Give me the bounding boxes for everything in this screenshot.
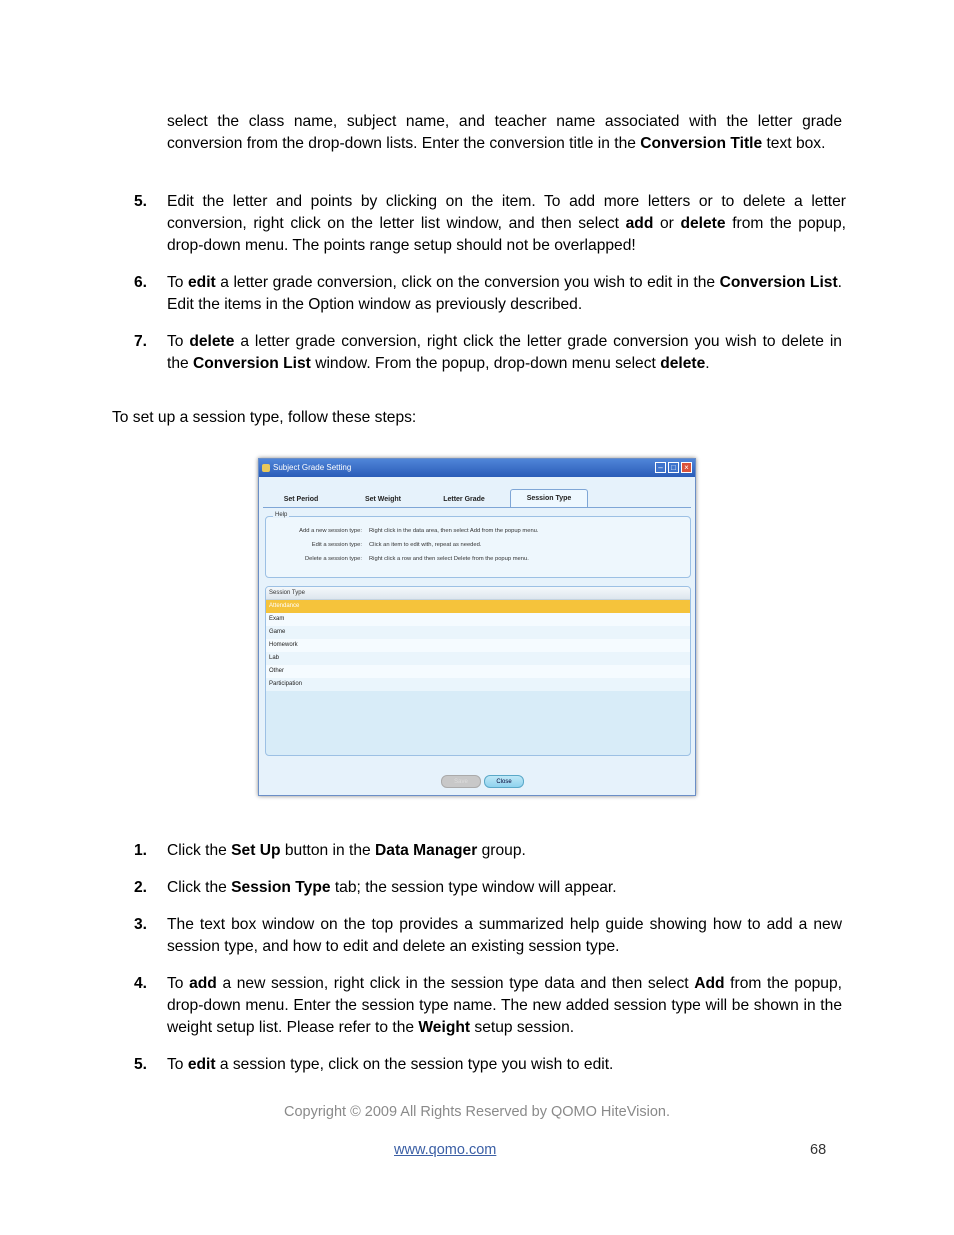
text-run: a new session, right click in the session type data and then select	[216, 975, 695, 992]
bold-term: Weight	[418, 1019, 471, 1036]
bold-term: delete	[680, 215, 726, 232]
text-run: a session type, click on the session type you wish to edit.	[215, 1056, 614, 1073]
session-intro: To set up a session type, follow these steps:	[112, 409, 417, 426]
session-type-list[interactable]	[265, 586, 691, 756]
step-number: 1.	[134, 842, 148, 859]
bold-term: Conversion List	[719, 274, 838, 291]
text-run: To	[167, 1056, 188, 1073]
step-number: 2.	[134, 879, 148, 896]
bold-term: edit	[188, 274, 216, 291]
list-item[interactable]: Exam	[266, 613, 690, 626]
step-text	[167, 1054, 846, 1076]
help-label: Help	[275, 512, 288, 518]
step-number: 3.	[134, 916, 148, 933]
close-icon[interactable]: ×	[681, 462, 692, 473]
step-number: 6.	[134, 274, 148, 291]
text-run: a letter grade conversion, click on the conversion you wish to edit in the	[215, 274, 720, 291]
tab-letter-grade[interactable]: Letter Grade	[443, 496, 485, 503]
text-run: Click the	[167, 879, 232, 896]
step-number: 7.	[134, 333, 148, 350]
step-number: 4.	[134, 975, 148, 992]
bold-term: edit	[187, 1056, 216, 1073]
help-row-text: Right click in the data area, then select Add from the popup menu.	[369, 528, 539, 534]
step-text	[167, 877, 846, 899]
window-title: Subject Grade Setting	[273, 463, 352, 472]
help-row-text: Right click a row and then select Delete from the popup menu.	[369, 556, 529, 562]
help-row-label: Add a new session type:	[299, 528, 362, 534]
tab-set-weight[interactable]: Set Weight	[364, 496, 402, 503]
subject-grade-setting-window	[258, 458, 696, 796]
text-run: .	[705, 355, 710, 372]
bold-term: Data Manager	[375, 842, 478, 859]
text-run: or	[653, 215, 681, 232]
list-column-header[interactable]: Session Type	[266, 587, 690, 600]
list-item[interactable]: Lab	[266, 652, 690, 665]
text-run: setup session.	[470, 1019, 575, 1036]
help-row-text: Click an item to edit with, repeat as needed.	[369, 542, 482, 548]
help-row-label: Edit a session type:	[311, 542, 362, 548]
bold-term: delete	[660, 355, 706, 372]
save-button[interactable]: Save	[441, 775, 481, 788]
text-run: group.	[477, 842, 526, 859]
bold-term: delete	[189, 333, 235, 350]
text-run: button in the	[280, 842, 376, 859]
step-number: 5.	[134, 1056, 148, 1073]
footer-link[interactable]: www.qomo.com	[394, 1142, 497, 1158]
tab-bar	[263, 489, 691, 508]
text-run: . Edit the items in the Option window as previously described.	[167, 274, 842, 313]
bold-term: Conversion List	[193, 355, 311, 372]
footer-copyright: Copyright © 2009 All Rights Reserved by QOMO HiteVision.	[284, 1104, 670, 1120]
app-icon	[262, 464, 270, 472]
bold-term: Add	[694, 975, 725, 992]
help-row-label: Delete a session type:	[304, 556, 362, 562]
step-text	[167, 914, 842, 958]
bold-term: Session Type	[231, 879, 331, 896]
step-text	[167, 973, 842, 1039]
bold-term: Set Up	[231, 842, 281, 859]
text-run: a letter grade conversion, right click the letter grade conversion you wish to delete in the	[167, 333, 842, 372]
text-run: To	[167, 274, 188, 291]
step-text	[167, 191, 846, 257]
list-item[interactable]: Attendance	[266, 600, 690, 613]
bold-term: add	[625, 215, 654, 232]
continuation-paragraph: select the class name, subject name, and teacher name associated with the letter grade conversion from the drop-down lists. Enter the conversion title in the Conversion Title text box.	[167, 113, 842, 152]
step-text	[167, 331, 842, 375]
tab-session-type[interactable]: Session Type	[510, 489, 588, 507]
minimize-icon[interactable]: –	[655, 462, 666, 473]
text-run: The text box window on the top provides a summarized help guide showing how to add a new session type, and how to edit and delete an existing session type.	[167, 916, 842, 955]
text-run: Edit the letter and points by clicking on the item. To add more letters or to delete a letter conversion, right click on the letter list window, and then select	[167, 193, 846, 232]
text-run: tab; the session type window will appear.	[330, 879, 617, 896]
page-number: 68	[810, 1142, 827, 1158]
text-run: window. From the popup, drop-down menu select	[310, 355, 661, 372]
text-run: Click the	[167, 842, 232, 859]
list-item[interactable]: Participation	[266, 678, 690, 691]
list-item[interactable]: Game	[266, 626, 690, 639]
text-run: from the popup, drop-down menu. The points range setup should not be overlapped!	[167, 215, 847, 254]
list-item[interactable]: Other	[266, 665, 690, 678]
maximize-icon[interactable]: □	[668, 462, 679, 473]
step-text	[167, 840, 846, 862]
tab-set-period[interactable]: Set Period	[283, 496, 319, 503]
window-titlebar	[259, 459, 695, 477]
close-button[interactable]: Close	[484, 775, 524, 788]
step-text	[167, 272, 842, 316]
text-run: To	[167, 975, 190, 992]
list-item[interactable]: Homework	[266, 639, 690, 652]
text-run: To	[167, 333, 190, 350]
step-number: 5.	[134, 193, 148, 210]
bold-term: add	[189, 975, 217, 992]
text-run: from the popup, drop-down menu. Enter the session type name. The new added session type will be shown in the weight setup list. Please refer to the	[167, 975, 842, 1036]
